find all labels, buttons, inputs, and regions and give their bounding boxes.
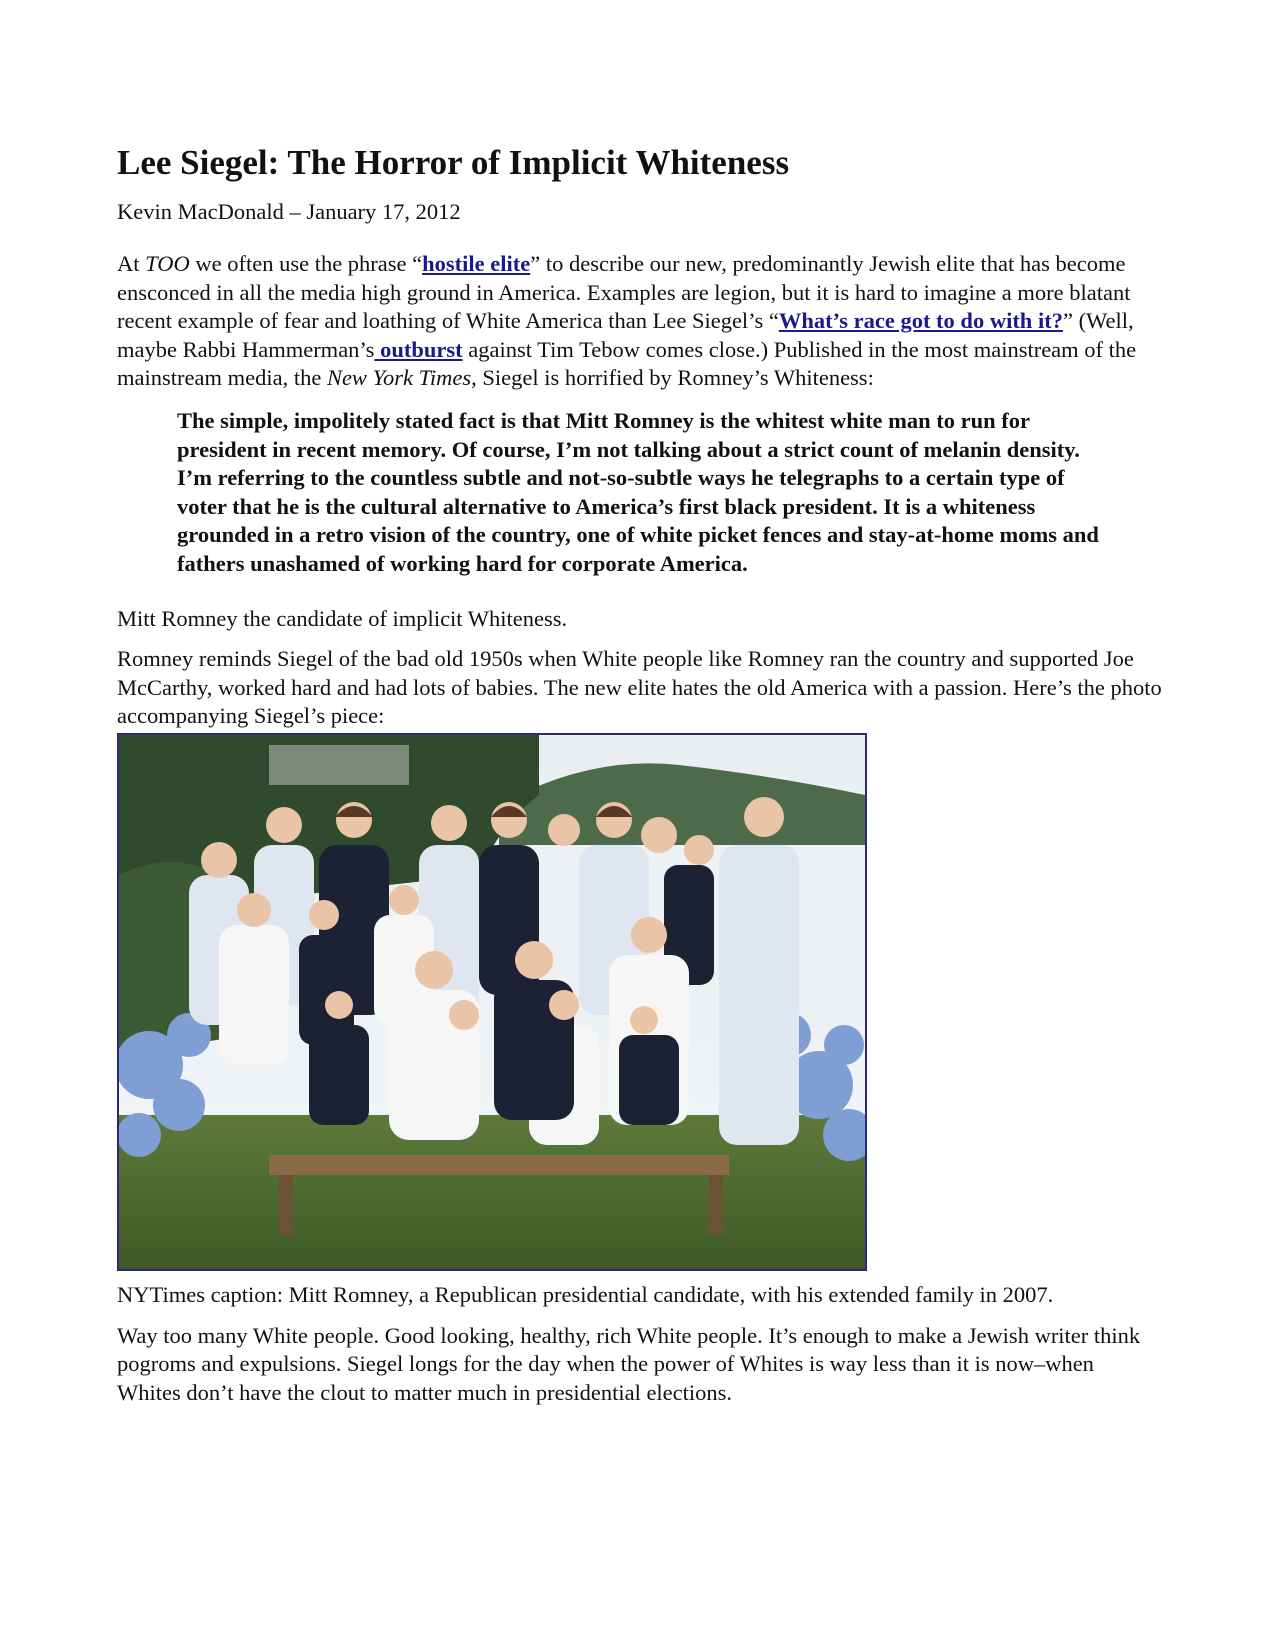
family-photo-illustration [119, 735, 865, 1269]
article-byline: Kevin MacDonald – January 17, 2012 [117, 199, 461, 224]
intro-text-3: ” to describe our new, predominantly Jewish elite that has become ensconced in all the media high ground in America. Examples are legion, but it is hard to imagine a more blatant recent example of fear and loathing of White America than Lee Siegel’s “ [117, 251, 1131, 334]
intro-text-4: ” (Well, maybe Rabbi Hammerman’s [117, 308, 1134, 362]
too-italic: TOO [145, 251, 190, 276]
article-title: Lee Siegel: The Horror of Implicit Whiteness [117, 143, 790, 182]
siegel-quote: The simple, impolitely stated fact is that Mitt Romney is the whitest white man to run for president in recent memory. Of course, I’m not talking about a strict count of melanin density. I’m referring to the countless subtle and not-so-subtle ways he telegraphs to a certain type of voter that he is the cultural alternative to America’s first black president. It is a whiteness grounded in a retro vision of the country, one of white picket fences and stay-at-home moms and fathers unashamed of working hard for corporate America. [177, 407, 1099, 576]
intro-text-5: against Tim Tebow comes close.) Published in the most mainstream of the mainstream media, the [117, 336, 1137, 391]
intro-paragraph [117, 250, 1162, 393]
intro-text-6: , Siegel is horrified by Romney’s Whiteness: [471, 365, 874, 391]
photo-caption: NYTimes caption: Mitt Romney, a Republican presidential candidate, with his extended family in 2007. [117, 1281, 1054, 1307]
intro-text-1: At [117, 251, 146, 276]
paragraph-closing: Way too many White people. Good looking, healthy, rich White people. It’s enough to make a Jewish writer think pogroms and expulsions. Siegel longs for the day when the power of Whites is way less than it is now–when Whites don’t have the clout to matter much in presidential elections. [117, 1322, 1141, 1405]
whats-race-link[interactable]: What’s race got to do with it? [778, 308, 1063, 334]
paragraph-1950s: Romney reminds Siegel of the bad old 1950s when White people like Romney ran the country and supported Joe McCarthy, worked hard and had lots of babies. The new elite hates the old America with a passion. Here’s the photo accompanying Siegel’s piece: [117, 646, 1162, 729]
hostile-elite-link[interactable]: hostile elite [422, 251, 531, 276]
paragraph-implicit-whiteness: Mitt Romney the candidate of implicit Whiteness. [117, 605, 568, 631]
nyt-italic: New York Times [326, 365, 472, 391]
family-photo [117, 733, 867, 1271]
outburst-link[interactable]: outburst [374, 336, 463, 362]
article [117, 142, 1162, 1407]
intro-text-2: we often use the phrase “ [189, 251, 423, 276]
